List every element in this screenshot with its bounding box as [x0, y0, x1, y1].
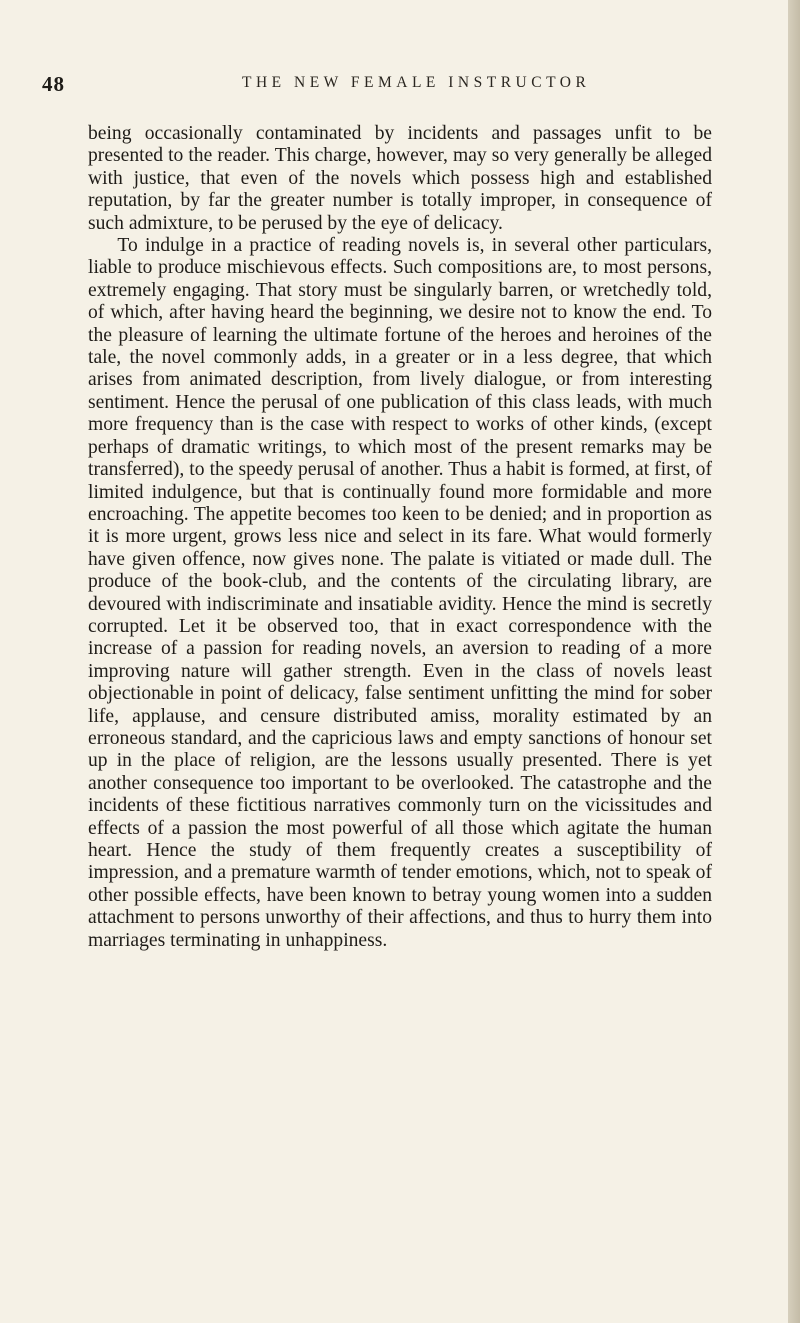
paragraph-novels: To indulge in a practice of reading novels is, in several other particulars, liable to produce mischievous effects. Such compositions are, to most persons, extremely engaging. That story must be singularly barren, or wretchedly told, of which, after having heard the beginning, we desire not to know the end. To the pleasure of learning the ultimate fortune of the heroes and heroines of the tale, the novel commonly adds, in a greater or in a less degree, that which arises from animated description, from lively dialogue, or from interesting sentiment. Hence the perusal of one publication of this class leads, with much more frequency than is the case with respect to works of other kinds, (except perhaps of dramatic writings, to which most of the present remarks may be transferred), to the speedy perusal of another. Thus a habit is formed, at first, of limited indulgence, but that is continually found more formidable and more encroaching. The appetite becomes too keen to be denied; and in proportion as it is more urgent, grows less nice and select in its fare. What would formerly have given offence, now gives none. The palate is vitiated or made dull. The produce of the book-club, and the contents of the circulating library, are devoured with indiscriminate and insatiable avidity. Hence the mind is secretly corrupted. Let it be observed too, that in exact correspondence with the increase of a passion for reading novels, an aversion to reading of a more improving nature will gather strength. Even in the class of novels least objectionable in point of delicacy, false sentiment unfitting the mind for sober life, applause, and censure distributed amiss, morality estimated by an erroneous standard, and the capricious laws and empty sanctions of honour set up in the place of religion, are the lessons usually presented. There is yet another consequence too important to be overlooked. The catastrophe and the incidents of these fictitious narratives commonly turn on the vicissitudes and effects of a passion the most powerful of all those which agitate the human heart. Hence the study of them frequently creates a susceptibility of impression, and a premature warmth of tender emotions, which, not to speak of other possible effects, have been known to betray young women into a sudden attachment to persons unworthy of their affections, and thus to hurry them into marriages terminating in unhappiness. [88, 235, 712, 951]
page-number: 48 [42, 72, 65, 96]
page-edge [788, 0, 800, 1323]
running-title: THE NEW FEMALE INSTRUCTOR [242, 74, 591, 91]
running-head [42, 72, 732, 108]
body-text [88, 123, 712, 952]
paragraph-continued: being occasionally contaminated by incidents and passages unfit to be presented to the reader. This charge, however, may so very generally be alleged with justice, that even of the novels which possess high and established reputation, by far the greater number is totally improper, in consequence of such admixture, to be perused by the eye of delicacy. [88, 123, 712, 234]
